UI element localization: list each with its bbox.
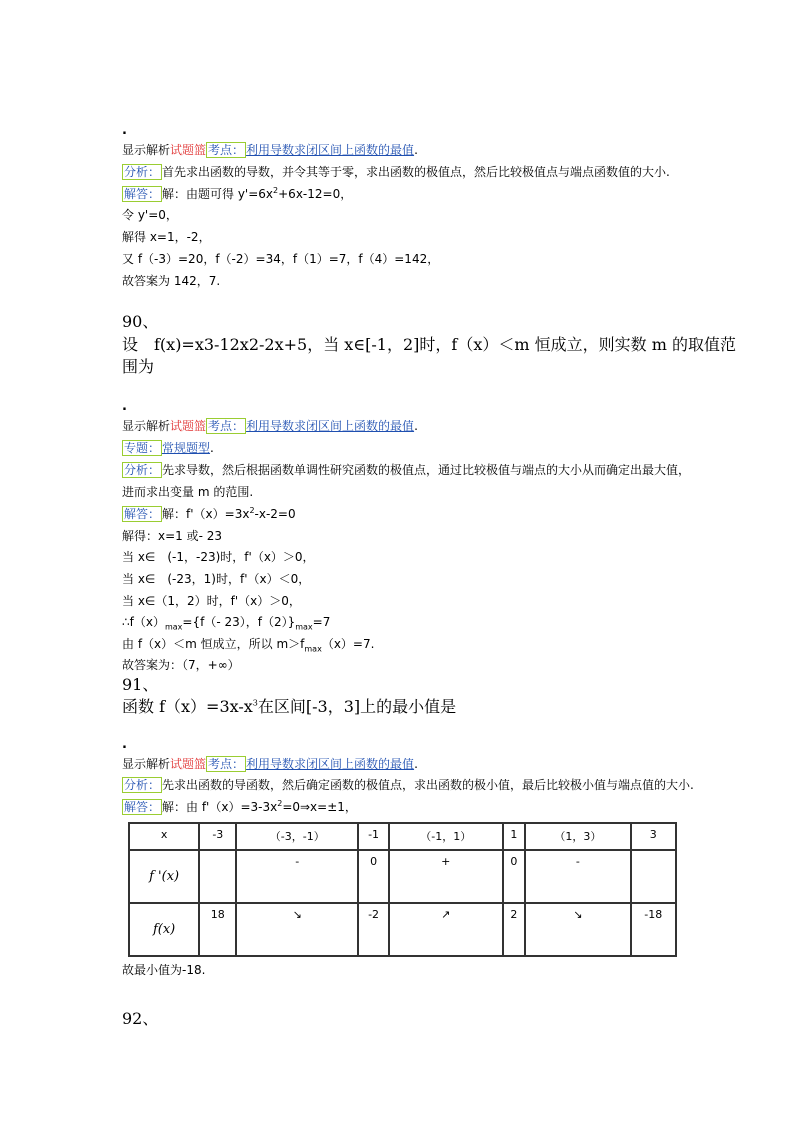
- jieda-label: 解答：: [124, 800, 161, 814]
- solution-line: 当 x∈ (-1，-23)时，f'（x）＞0，: [122, 550, 315, 564]
- table-cell: 18: [199, 903, 236, 956]
- jieda-label: 解答：: [124, 507, 161, 521]
- table-cell: -3: [199, 823, 236, 850]
- jieda-text-tail: +6x-12=0，: [278, 187, 353, 201]
- kaodian-link[interactable]: 利用导数求闭区间上函数的最值: [246, 757, 415, 771]
- kaodian-tail: .: [414, 757, 418, 771]
- solution-text: （x）=7.: [321, 637, 375, 651]
- separator-dot: .: [122, 399, 127, 414]
- table-cell: [199, 850, 236, 903]
- jieda-text: 解：f'（x）=3x: [162, 507, 250, 521]
- jieda-line: [122, 506, 296, 522]
- table-cell: -: [525, 850, 630, 903]
- show-analysis-link[interactable]: 显示解析: [122, 757, 171, 771]
- table-cell: （-1，1）: [389, 823, 503, 850]
- table-row: [129, 903, 676, 956]
- superscript: 2: [273, 186, 279, 195]
- subscript: max: [164, 622, 183, 632]
- solution-text: 由 f（x）＜m 恒成立，所以 m＞f: [122, 637, 305, 651]
- zhuanti-label: 专题：: [124, 441, 161, 455]
- table-cell: 1: [503, 823, 526, 850]
- question-text: [122, 696, 456, 718]
- fenxi-text: 先求导数，然后根据函数单调性研究函数的极值点，通过比较极值与端点的大小从而确定出最大值，: [162, 463, 691, 477]
- analysis-header: [122, 756, 418, 772]
- question-number: 92、: [122, 1009, 159, 1028]
- table-row: [129, 850, 676, 903]
- question-number: 90、: [122, 312, 159, 331]
- fenxi-label: 分析：: [124, 463, 161, 477]
- question-basket-link[interactable]: 试题篮: [170, 757, 207, 771]
- fenxi-text: 首先求出函数的导数，并令其等于零，求出函数的极值点，然后比较极值点与端点函数值的大小.: [162, 165, 670, 179]
- table-cell: -2: [358, 903, 389, 956]
- superscript: 2: [249, 506, 255, 515]
- table-cell: -1: [358, 823, 389, 850]
- table-header-row: [129, 823, 676, 850]
- table-cell: ↘: [236, 903, 358, 956]
- jieda-label: 解答：: [124, 187, 161, 201]
- jieda-line: [122, 799, 357, 815]
- question-text: 围为: [122, 357, 155, 376]
- row-label: f '(x): [129, 850, 199, 903]
- question-basket-link[interactable]: 试题篮: [170, 419, 207, 433]
- solution-text: =7: [312, 615, 331, 629]
- question-number: 91、: [122, 675, 159, 694]
- zhuanti-tail: .: [210, 441, 214, 455]
- solution-line: 解得 x=1，-2，: [122, 230, 211, 244]
- answer-line: 故答案为：（7，+∞）: [122, 658, 240, 672]
- jieda-text-tail: -x-2=0: [254, 507, 296, 521]
- kaodian-link[interactable]: 利用导数求闭区间上函数的最值: [246, 143, 415, 157]
- table-cell: 3: [631, 823, 676, 850]
- kaodian-link[interactable]: 利用导数求闭区间上函数的最值: [246, 419, 415, 433]
- table-cell: x: [129, 823, 199, 850]
- solution-line: 当 x∈（1，2）时，f'（x）＞0，: [122, 594, 301, 608]
- separator-dot: .: [122, 123, 127, 138]
- fenxi-text-cont: 进而求出变量 m 的范围.: [122, 485, 254, 499]
- jieda-text: 解：由题可得 y'=6x: [162, 187, 274, 201]
- table-cell: +: [389, 850, 503, 903]
- question-text-part: 函数 f（x）=3x-x: [122, 697, 253, 716]
- solution-line: 令 y'=0，: [122, 208, 178, 222]
- show-analysis-link[interactable]: 显示解析: [122, 143, 171, 157]
- table-cell: ↗: [389, 903, 503, 956]
- jieda-text-tail: =0⇒x=±1，: [282, 800, 357, 814]
- answer-line: 故最小值为-18.: [122, 963, 206, 977]
- question-text-part: 在区间[-3，3]上的最小值是: [257, 697, 457, 716]
- kaodian-tail: .: [414, 419, 418, 433]
- kaodian-label: 考点：: [208, 143, 245, 157]
- kaodian-label: 考点：: [208, 419, 245, 433]
- kaodian-label: 考点：: [208, 757, 245, 771]
- fenxi-line: [122, 777, 694, 793]
- fenxi-text: 先求出函数的导函数，然后确定函数的极值点，求出函数的极小值，最后比较极小值与端点值的大小.: [162, 778, 694, 792]
- superscript: 3: [252, 698, 258, 708]
- analysis-header: [122, 142, 418, 158]
- table-cell: 0: [358, 850, 389, 903]
- row-label: f(x): [129, 903, 199, 956]
- jieda-text: 解：由 f'（x）=3-3x: [162, 800, 278, 814]
- show-analysis-link[interactable]: 显示解析: [122, 419, 171, 433]
- table-cell: -18: [631, 903, 676, 956]
- answer-line: 故答案为 142，7.: [122, 274, 221, 288]
- table-cell: 2: [503, 903, 526, 956]
- zhuanti-line: [122, 440, 214, 456]
- solution-line: 解得：x=1 或- 23: [122, 529, 223, 543]
- separator-dot: .: [122, 737, 127, 752]
- fenxi-label: 分析：: [124, 778, 161, 792]
- table-cell: [631, 850, 676, 903]
- subscript: max: [295, 622, 313, 632]
- subscript: max: [304, 644, 322, 654]
- table-cell: （1，3）: [525, 823, 630, 850]
- solution-line: 当 x∈ (-23，1)时，f'（x）＜0，: [122, 572, 311, 586]
- fenxi-line: [122, 164, 670, 180]
- solution-line: [122, 636, 374, 652]
- fenxi-label: 分析：: [124, 165, 161, 179]
- jieda-line: [122, 186, 352, 202]
- solution-line: 又 f（-3）=20，f（-2）=34，f（1）=7，f（4）=142，: [122, 252, 440, 266]
- solution-text: ∴f（x）: [122, 615, 165, 629]
- sign-table: [128, 822, 677, 957]
- question-basket-link[interactable]: 试题篮: [170, 143, 207, 157]
- solution-text: ={f（- 23），f（2）}: [182, 615, 296, 629]
- analysis-header: [122, 418, 418, 434]
- superscript: 2: [277, 799, 283, 808]
- question-text: 设 f(x)=x3-12x2-2x+5，当 x∈[-1，2]时，f（x）＜m 恒成立，则实数 m 的取值范: [122, 335, 736, 354]
- table-cell: ↘: [525, 903, 630, 956]
- solution-line: [122, 614, 330, 630]
- zhuanti-link[interactable]: 常规题型: [162, 441, 211, 455]
- kaodian-tail: .: [414, 143, 418, 157]
- table-cell: -: [236, 850, 358, 903]
- table-cell: 0: [503, 850, 526, 903]
- table-cell: （-3，-1）: [236, 823, 358, 850]
- fenxi-line: [122, 462, 690, 478]
